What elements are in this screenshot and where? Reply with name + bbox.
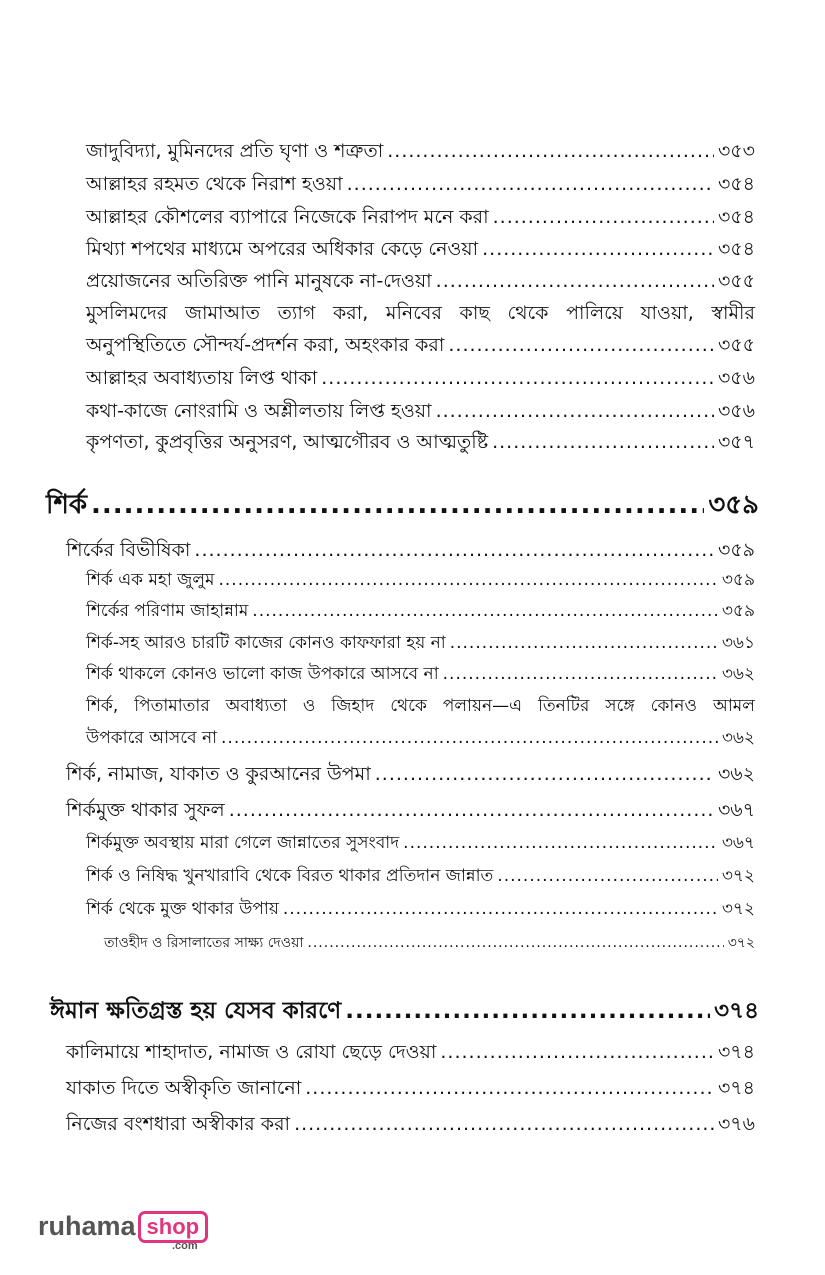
toc-entry-page: ৩৫৪ [717,238,755,260]
toc-entry-page: ৩৭২ [721,899,755,919]
dot-leader [436,270,714,292]
toc-subsection[interactable] [66,760,755,792]
word: ও [302,696,316,716]
word: জামাআত [184,302,260,324]
toc-entry-title: আল্লাহর রহমত থেকে নিরাশ হওয়া [86,173,343,195]
toc-entry-title: শির্কের পরিণাম জাহান্নাম [86,601,249,621]
word: যাওয়া, [640,302,694,324]
chapter-heading[interactable] [50,992,759,1031]
toc-entry[interactable] [66,1074,755,1106]
word: থেকে [507,302,549,324]
chapter-title: শির্ক [46,490,88,520]
toc-entry-page: ৩৫৪ [717,206,755,228]
toc-entry-page: ৩৫৭ [717,431,755,453]
toc-entry-page: ৩৭৪ [717,1041,755,1063]
toc-entry[interactable] [86,725,755,753]
word: পলায়ন—এ [442,696,523,716]
word: মনিবের [385,302,442,324]
toc-entry-page: ৩৭২ [721,866,755,886]
dot-leader [221,728,718,748]
dot-leader [305,1077,714,1099]
toc-entry-page: ৩৫৬ [717,367,755,389]
toc-entry-title: কথা-কাজে নোংরামি ও অশ্লীলতায় লিপ্ত হওয়া [86,400,432,422]
dot-leader [321,367,714,389]
word: কাছ [459,302,490,324]
toc-entry[interactable] [66,1110,755,1142]
toc-entry-page: ৩৫৩ [717,140,755,162]
word: থেকে [390,696,427,716]
dot-leader [450,633,718,653]
toc-entry-title: উপকারে আসবে না [86,728,218,748]
dot-leader [448,334,714,356]
toc-entry[interactable] [86,567,755,595]
dot-leader [345,998,710,1024]
toc-entry[interactable] [86,428,755,460]
toc-entry[interactable] [86,203,755,235]
toc-entry-title: শির্ক এক মহা জুলুম [86,570,215,590]
toc-entry[interactable] [86,235,755,267]
toc-entry-title: শির্কমুক্ত থাকার সুফল [66,799,225,821]
dot-leader [482,238,714,260]
toc-entry[interactable] [86,896,755,924]
chapter-page: ৩৭৪ [714,998,759,1024]
toc-entry-page: ৩৭২ [727,935,755,951]
dot-leader [443,664,718,684]
toc-entry-title: যাকাত দিতে অস্বীকৃতি জানানো [66,1077,302,1099]
toc-subsection[interactable] [66,536,755,568]
word: মুসলিমদের [86,302,168,324]
word: সঙ্গে [605,696,635,716]
word: তিনটির [538,696,590,716]
toc-entry-page: ৩৬১ [721,633,755,653]
logo-text-ruhama: ruhama [38,1211,136,1241]
dot-leader [436,400,714,422]
dot-leader [492,431,714,453]
logo-text-domain: .com [172,1240,198,1252]
dot-leader [229,799,714,821]
toc-entry-title: কৃপণতা, কুপ্রবৃত্তির অনুসরণ, আত্মগৌরব ও আত্মতুষ্টি [86,431,489,453]
toc-entry-page: ৩৫৯ [721,601,755,621]
toc-entry-title: অনুপস্থিতিতে সৌন্দর্য-প্রদর্শন করা, অহংকার করা [86,334,445,356]
toc-entry-title: কালিমায়ে শাহাদাত, নামাজ ও রোযা ছেড়ে দেওয়া [66,1041,437,1063]
toc-subsection[interactable] [66,796,755,828]
word: স্বামীর [711,302,755,324]
toc-entry-page: ৩৫৬ [717,400,755,422]
toc-entry-title: শির্ক ও নিষিদ্ধ খুনখারাবি থেকে বিরত থাকার প্রতিদান জান্নাত [86,866,494,886]
toc-entry-page: ৩৬২ [721,664,755,684]
word: পালিয়ে [566,302,623,324]
dot-leader [375,763,714,785]
dot-leader [252,601,718,621]
toc-entry-title: জাদুবিদ্যা, মুমিনদের প্রতি ঘৃণা ও শত্রুতা [86,140,384,162]
word: ত্যাগ [277,302,316,324]
toc-entry-page: ৩৫৯ [717,539,755,561]
toc-entry[interactable] [86,598,755,626]
toc-entry-first-line[interactable] [86,299,755,331]
word: করা, [332,302,369,324]
dot-leader [91,490,704,520]
toc-entry[interactable] [86,397,755,429]
word: জিহাদ [331,696,375,716]
toc-entry-page: ৩৫৪ [717,173,755,195]
ruhamashop-logo [38,1210,208,1252]
chapter-page: ৩৫৯ [708,490,759,520]
dot-leader [307,935,723,951]
word: পিতামাতার [134,696,210,716]
toc-entry-page: ৩৬২ [717,763,755,785]
dot-leader [218,570,717,590]
dot-leader [283,899,718,919]
toc-entry[interactable] [86,137,755,169]
chapter-heading[interactable] [46,484,759,528]
toc-entry-title: শির্ক-সহ আরও চারটি কাজের কোনও কাফফারা হয় না [86,633,446,653]
toc-entry-title: তাওহীদ ও রিসালাতের সাক্ষ্য দেওয়া [104,935,304,951]
toc-entry-title: শির্ক থেকে মুক্ত থাকার উপায় [86,899,279,919]
dot-leader [194,539,714,561]
toc-entry[interactable] [86,364,755,396]
toc-entry[interactable] [66,1038,755,1070]
toc-entry-first-line[interactable] [86,693,755,721]
toc-entry-page: ৩৫৯ [721,570,755,590]
toc-entry[interactable] [86,331,755,363]
toc-entry-title: আল্লাহর কৌশলের ব্যাপারে নিজেকে নিরাপদ মনে করা [86,206,489,228]
toc-entry-title: শির্কের বিভীষিকা [66,539,191,561]
dot-leader [493,206,714,228]
toc-entry-title: নিজের বংশধারা অস্বীকার করা [66,1113,291,1135]
toc-entry[interactable] [86,661,755,689]
word: কোনও [650,696,697,716]
toc-entry[interactable] [86,170,755,202]
dot-leader [403,833,718,853]
word: শির্ক, [86,696,119,716]
logo-text-shop: shop [138,1211,209,1243]
toc-entry[interactable] [104,931,755,955]
toc-entry[interactable] [86,830,755,858]
toc-entry-page: ৩৭৪ [717,1077,755,1099]
dot-leader [497,866,718,886]
toc-entry-title: আল্লাহর অবাধ্যতায় লিপ্ত থাকা [86,367,318,389]
toc-entry-page: ৩৬৭ [717,799,755,821]
toc-entry-title: শির্ক থাকলে কোনও ভালো কাজ উপকারে আসবে না [86,664,439,684]
toc-entry-page: ৩৫৫ [717,270,755,292]
toc-entry[interactable] [86,267,755,299]
word: আমল [712,696,755,716]
dot-leader [347,173,714,195]
toc-entry-page: ৩৬২ [721,728,755,748]
toc-entry[interactable] [86,863,755,891]
toc-entry-page: ৩৬৭ [721,833,755,853]
toc-entry-title: শির্ক, নামাজ, যাকাত ও কুরআনের উপমা [66,763,371,785]
toc-entry[interactable] [86,630,755,658]
toc-entry-title: মিথ্যা শপথের মাধ্যমে অপরের অধিকার কেড়ে নেওয়া [86,238,479,260]
toc-entry-page: ৩৭৬ [717,1113,755,1135]
dot-leader [440,1041,714,1063]
toc-entry-page: ৩৫৫ [717,334,755,356]
dot-leader [387,140,714,162]
toc-entry-title: প্রয়োজনের অতিরিক্ত পানি মানুষকে না-দেওয়া [86,270,432,292]
word: অবাধ্যতা [225,696,287,716]
chapter-title: ঈমান ক্ষতিগ্রস্ত হয় যেসব কারণে [50,998,342,1024]
toc-entry-title: শির্কমুক্ত অবস্থায় মারা গেলে জান্নাতের সুসংবাদ [86,833,400,853]
dot-leader [294,1113,714,1135]
